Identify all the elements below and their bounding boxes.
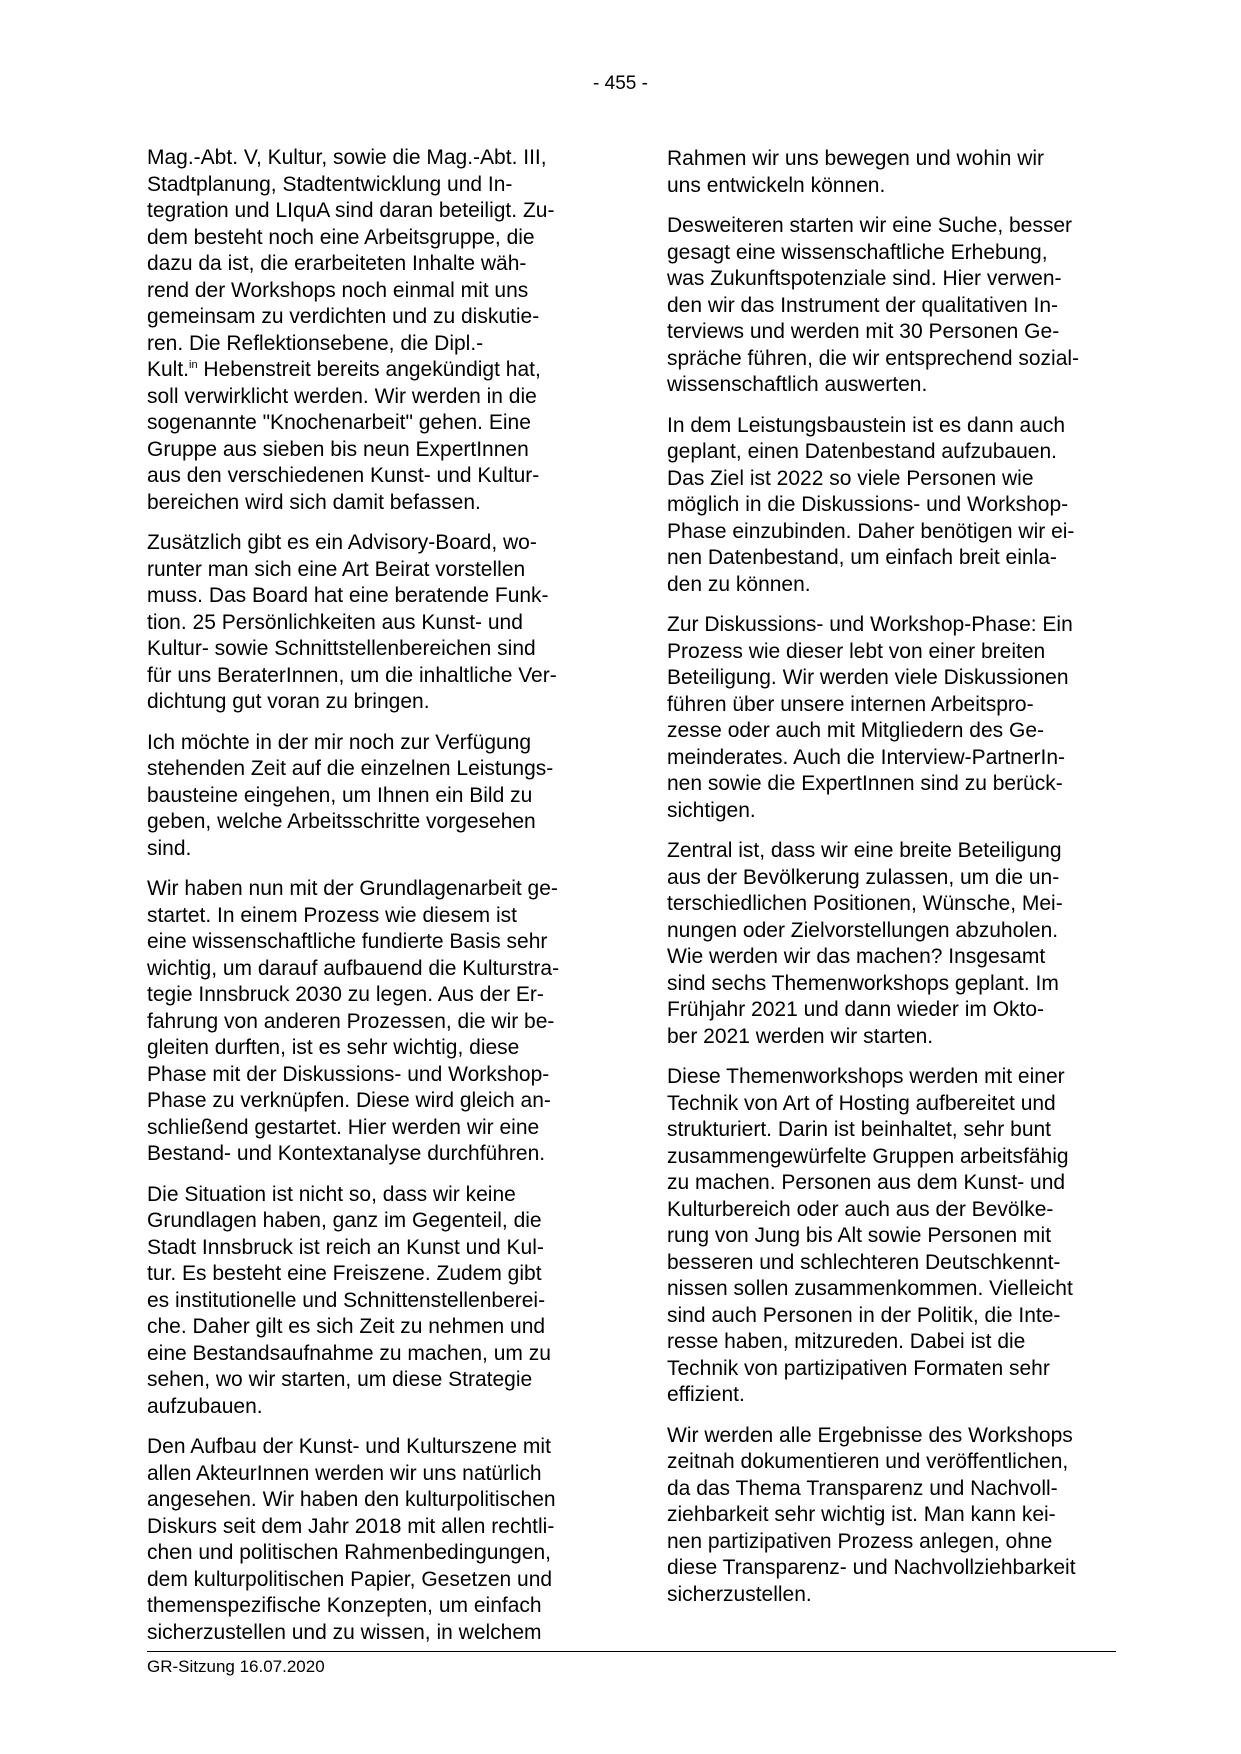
text-line: Zusätzlich gibt es ein Advisory-Board, wo-: [147, 531, 537, 554]
text-line: sogenannte "Knochenarbeit" gehen. Eine: [147, 411, 531, 434]
text-line: nen partizipativen Prozess anlegen, ohne: [667, 1529, 1053, 1553]
paragraph: [667, 838, 1107, 1050]
text-line: nen Datenbestand, um einfach breit einla-: [667, 546, 1057, 569]
text-line: Diskurs seit dem Jahr 2018 mit allen rechtli-: [147, 1514, 555, 1538]
text-line: bausteine eingehen, um Ihnen ein Bild zu: [147, 783, 533, 807]
text-line: für uns BeraterInnen, um die inhaltliche Ver-: [147, 663, 557, 687]
text-line: gleiten durften, ist es sehr wichtig, diese: [147, 1036, 520, 1059]
paragraph: [667, 612, 1107, 824]
text-line: sicherzustellen und zu wissen, in welchem: [147, 1620, 542, 1644]
text-line: allen AkteurInnen werden wir uns natürlich: [147, 1461, 542, 1485]
text-line: fahrung von anderen Prozessen, die wir be-: [147, 1009, 555, 1033]
text-line: terschiedlichen Positionen, Wünsche, Mei-: [667, 892, 1063, 915]
paragraph: [667, 1423, 1107, 1609]
paragraph: [147, 145, 587, 516]
text-line: Wir werden alle Ergebnisse des Workshops: [667, 1423, 1073, 1447]
text-line: rung von Jung bis Alt sowie Personen mit: [667, 1224, 1052, 1247]
text-line: terviews und werden mit 30 Personen Ge-: [667, 320, 1060, 343]
text-line: ziehbarkeit sehr wichtig ist. Man kann kei-: [667, 1503, 1056, 1526]
text-line: da das Thema Transparenz und Nachvoll-: [667, 1476, 1058, 1500]
text-line: muss. Das Board hat eine beratende Funk-: [147, 584, 549, 607]
text-line: Das Ziel ist 2022 so viele Personen wie: [667, 466, 1034, 490]
footer-text: GR-Sitzung 16.07.2020: [147, 1657, 325, 1676]
paragraph: [667, 413, 1107, 599]
text-line: Beteiligung. Wir werden viele Diskussionen: [667, 666, 1069, 689]
paragraph: [147, 530, 587, 716]
text-line: Phase einzubinden. Daher benötigen wir ei-: [667, 519, 1075, 543]
text-line: chen und politischen Rahmenbedingungen,: [147, 1541, 551, 1564]
text-line: Technik von Art of Hosting aufbereitet und: [667, 1091, 1056, 1115]
text-line: zesse oder auch mit Mitgliedern des Ge-: [667, 719, 1045, 742]
text-line: angesehen. Wir haben den kulturpolitischen: [147, 1488, 556, 1511]
text-line: Ich möchte in der mir noch zur Verfügung: [147, 730, 532, 754]
text-line: sind sechs Themenworkshops geplant. Im: [667, 971, 1059, 995]
paragraph: [147, 730, 587, 863]
right-column: [667, 146, 1107, 1622]
text-line: stehenden Zeit auf die einzelnen Leistungs-: [147, 757, 554, 780]
paragraph: [147, 1434, 587, 1646]
text-line: che. Daher gilt es sich Zeit zu nehmen und: [147, 1315, 546, 1338]
paragraph: [667, 1064, 1107, 1409]
text-line: spräche führen, die wir entsprechend sozial-: [667, 346, 1080, 370]
text-line: Die Situation ist nicht so, dass wir keine: [147, 1182, 516, 1206]
text-line: Phase mit der Diskussions- und Workshop-: [147, 1062, 550, 1086]
text-line: eine Bestandsaufnahme zu machen, um zu: [147, 1341, 551, 1365]
text-line: soll verwirklicht werden. Wir werden in die: [147, 384, 537, 408]
text-line: schließend gestartet. Hier werden wir eine: [147, 1115, 540, 1139]
text-line: den zu können.: [667, 572, 811, 596]
text-line: sehen, wo wir starten, um diese Strategie: [147, 1368, 533, 1391]
text-fragment: Hebenstreit bereits angekündigt hat,: [197, 358, 541, 381]
text-line: themenspezifische Konzepten, um einfach: [147, 1594, 542, 1617]
text-line: startet. In einem Prozess wie diesem ist: [147, 903, 517, 927]
text-line: runter man sich eine Art Beirat vorstellen: [147, 557, 526, 581]
text-line: sichtigen.: [667, 798, 756, 822]
text-line: Grundlagen haben, ganz im Gegenteil, die: [147, 1209, 542, 1232]
text-line: effizient.: [667, 1383, 745, 1406]
text-line: führen über unsere internen Arbeitspro-: [667, 692, 1034, 716]
text-line: Gruppe aus sieben bis neun ExpertInnen: [147, 437, 529, 461]
text-line: aus der Bevölkerung zulassen, um die un-: [667, 865, 1060, 889]
page-number: - 455 -: [593, 73, 648, 94]
text-line: strukturiert. Darin ist beinhaltet, sehr bunt: [667, 1118, 1052, 1141]
text-line: ren. Die Reflektionsebene, die Dipl.-: [147, 331, 484, 355]
text-line: Kulturbereich oder auch aus der Bevölke-: [667, 1197, 1054, 1221]
text-line: nissen sollen zusammenkommen. Vielleicht: [667, 1277, 1073, 1300]
text-line: tion. 25 Persönlichkeiten aus Kunst- und: [147, 610, 523, 634]
text-line: dichtung gut voran zu bringen.: [147, 690, 430, 713]
text-line: sind.: [147, 836, 192, 860]
text-line: Frühjahr 2021 und dann wieder im Okto-: [667, 998, 1045, 1021]
text-line: ber 2021 werden wir starten.: [667, 1024, 934, 1048]
text-line: uns entwickeln können.: [667, 173, 886, 197]
text-line: Rahmen wir uns bewegen und wohin wir: [667, 147, 1045, 170]
text-line: besseren und schlechteren Deutschkennt-: [667, 1250, 1061, 1274]
text-line: In dem Leistungsbaustein ist es dann auch: [667, 413, 1066, 437]
text-line: Bestand- und Kontextanalyse durchführen.: [147, 1142, 546, 1165]
text-line: tegration und LIquA sind daran beteiligt. Zu-: [147, 199, 555, 222]
text-line: sind auch Personen in der Politik, die Inte-: [667, 1303, 1061, 1327]
text-line: nungen oder Zielvorstellungen abzuholen.: [667, 918, 1059, 942]
text-line: zeitnah dokumentieren und veröffentlichen,: [667, 1450, 1069, 1473]
paragraph: [147, 1182, 587, 1421]
text-line: sicherzustellen.: [667, 1582, 812, 1606]
text-line: Zur Diskussions- und Workshop-Phase: Ein: [667, 613, 1073, 636]
text-line: Desweiteren starten wir eine Suche, besser: [667, 214, 1073, 237]
text-line: Wir haben nun mit der Grundlagenarbeit ge-: [147, 877, 558, 900]
text-line: was Zukunftspotenziale sind. Hier verwen-: [667, 267, 1062, 290]
text-line: zu machen. Personen aus dem Kunst- und: [667, 1171, 1066, 1194]
left-column: [147, 145, 587, 1660]
text-line: eine wissenschaftliche fundierte Basis sehr: [147, 930, 548, 953]
text-line: den wir das Instrument der qualitativen In-: [667, 293, 1059, 317]
text-line: dazu da ist, die erarbeiteten Inhalte wäh-: [147, 252, 527, 275]
text-line: wichtig, um darauf aufbauend die Kulturstra-: [147, 956, 560, 980]
text-line: Mag.-Abt. V, Kultur, sowie die Mag.-Abt. III,: [147, 146, 547, 169]
text-line: dem besteht noch eine Arbeitsgruppe, die: [147, 225, 535, 249]
paragraph: [667, 146, 1107, 199]
text-fragment: Kult.: [147, 358, 190, 381]
text-line: Den Aufbau der Kunst- und Kulturszene mit: [147, 1435, 551, 1458]
text-line: meinderates. Auch die Interview-PartnerIn-: [667, 745, 1066, 769]
text-line: Stadtplanung, Stadtentwicklung und In-: [147, 172, 513, 196]
text-line: zusammengewürfelte Gruppen arbeitsfähig: [667, 1144, 1069, 1168]
text-line: Wie werden wir das machen? Insgesamt: [667, 945, 1046, 968]
text-line: Phase zu verknüpfen. Diese wird gleich an-: [147, 1089, 551, 1112]
text-line: aus den verschiedenen Kunst- und Kultur-: [147, 464, 540, 487]
text-line: diese Transparenz- und Nachvollziehbarkeit: [667, 1556, 1076, 1579]
text-line: aufzubauen.: [147, 1394, 263, 1418]
text-line: Prozess wie dieser lebt von einer breiten: [667, 639, 1046, 663]
text-line: geben, welche Arbeitsschritte vorgesehen: [147, 810, 536, 833]
text-line: tegie Innsbruck 2030 zu legen. Aus der Er-: [147, 983, 544, 1006]
footer-divider: [147, 1651, 1116, 1652]
text-line: dem kulturpolitischen Papier, Gesetzen und: [147, 1567, 553, 1591]
text-line: tur. Es besteht eine Freiszene. Zudem gibt: [147, 1262, 542, 1285]
text-line: gesagt eine wissenschaftliche Erhebung,: [667, 240, 1048, 264]
text-line: möglich in die Diskussions- und Workshop-: [667, 493, 1069, 516]
text-line: wissenschaftlich auswerten.: [667, 373, 928, 396]
paragraph: [147, 876, 587, 1168]
text-line: geplant, einen Datenbestand aufzubauen.: [667, 440, 1057, 463]
text-line: gemeinsam zu verdichten und zu diskutie-: [147, 305, 540, 328]
text-line: es institutionelle und Schnittenstellenberei-: [147, 1288, 546, 1312]
text-line: Diese Themenworkshops werden mit einer: [667, 1065, 1065, 1088]
text-line: Technik von partizipativen Formaten sehr: [667, 1356, 1050, 1380]
text-line: rend der Workshops noch einmal mit uns: [147, 278, 529, 302]
text-line: Zentral ist, dass wir eine breite Beteiligung: [667, 839, 1062, 862]
text-line: resse haben, mitzureden. Dabei ist die: [667, 1330, 1026, 1353]
text-line: Kultur- sowie Schnittstellenbereichen sind: [147, 637, 536, 660]
text-line: [147, 357, 587, 384]
text-line: nen sowie die ExpertInnen sind zu berück-: [667, 772, 1063, 795]
text-line: Stadt Innsbruck ist reich an Kunst und Kul-: [147, 1235, 544, 1259]
superscript: in: [189, 359, 198, 371]
text-line: bereichen wird sich damit befassen.: [147, 490, 481, 514]
paragraph: [667, 213, 1107, 399]
